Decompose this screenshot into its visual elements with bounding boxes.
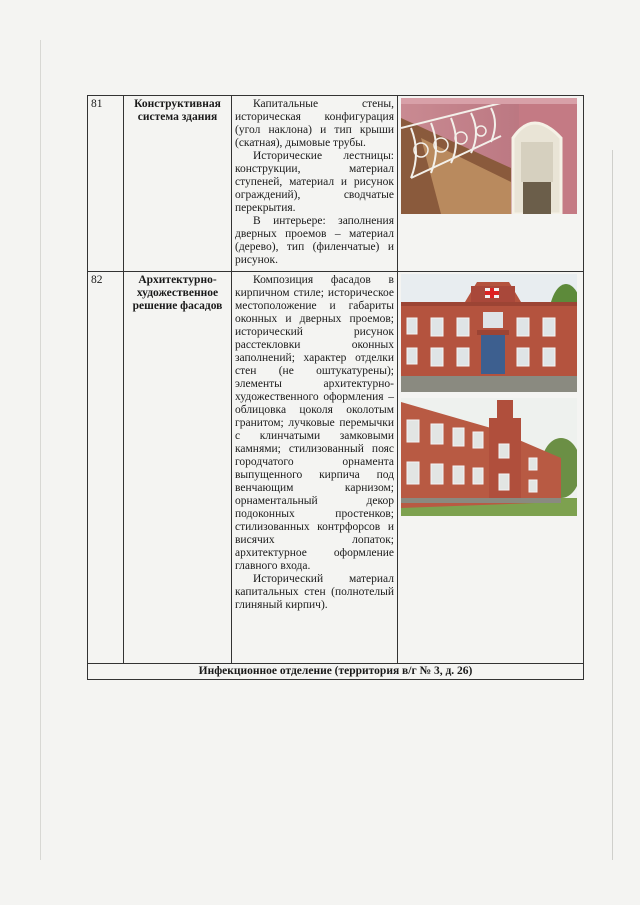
row-name: Конструктивная система здания bbox=[124, 96, 232, 272]
facade-front-photo bbox=[401, 274, 577, 392]
page-edge-line bbox=[40, 40, 41, 860]
table-row bbox=[88, 272, 584, 664]
description-paragraph: В интерьере: заполнения дверных проемов – материал (дерево), тип (филенчатые) и рисунок. bbox=[235, 215, 394, 266]
section-footer-text: Инфекционное отделение (территория в/г № 3, д. 26) bbox=[88, 664, 584, 680]
row-description bbox=[232, 96, 398, 272]
photo-cell bbox=[398, 96, 584, 272]
row-description bbox=[232, 272, 398, 664]
staircase-photo bbox=[401, 98, 577, 214]
description-paragraph: Исторические лестницы: конструкции, материал ступеней, материал и рисунок ограждений), сводчатые перекрытия. bbox=[235, 150, 394, 214]
description-paragraph: Композиция фасадов в кирпичном стиле; историческое местоположение и габариты оконных и дверных проемов; исторический рисунок расстекловки оконных заполнений; характер отделки стен (не оштукатурены); элементы архитектурно-художественного оформления – облицовка цоколя околотым гранитом; лучковые перемычки с клинчатыми замковыми камнями; стилизованный пояс городчатого орнамента выпущенного кирпича под венчающим карнизом; орнаментальный декор подоконных простенков; стилизованных контрфорсов и висячих лопаток; архитектурное оформление главного входа. bbox=[235, 274, 394, 572]
description-paragraph: Капитальные стены, историческая конфигурация (угол наклона) и тип крыши (скатная), дымовые трубы. bbox=[235, 98, 394, 149]
description-paragraph: Исторический материал капитальных стен (полнотелый глиняный кирпич). bbox=[235, 573, 394, 611]
photo-cell bbox=[398, 272, 584, 664]
page-edge-line bbox=[612, 150, 613, 860]
row-number: 81 bbox=[88, 96, 124, 272]
row-name: Архитектурно-художественное решение фасадов bbox=[124, 272, 232, 664]
table-row bbox=[88, 96, 584, 272]
facade-side-photo bbox=[401, 398, 577, 516]
section-footer-row bbox=[88, 664, 584, 680]
row-number: 82 bbox=[88, 272, 124, 664]
heritage-table bbox=[87, 95, 584, 680]
